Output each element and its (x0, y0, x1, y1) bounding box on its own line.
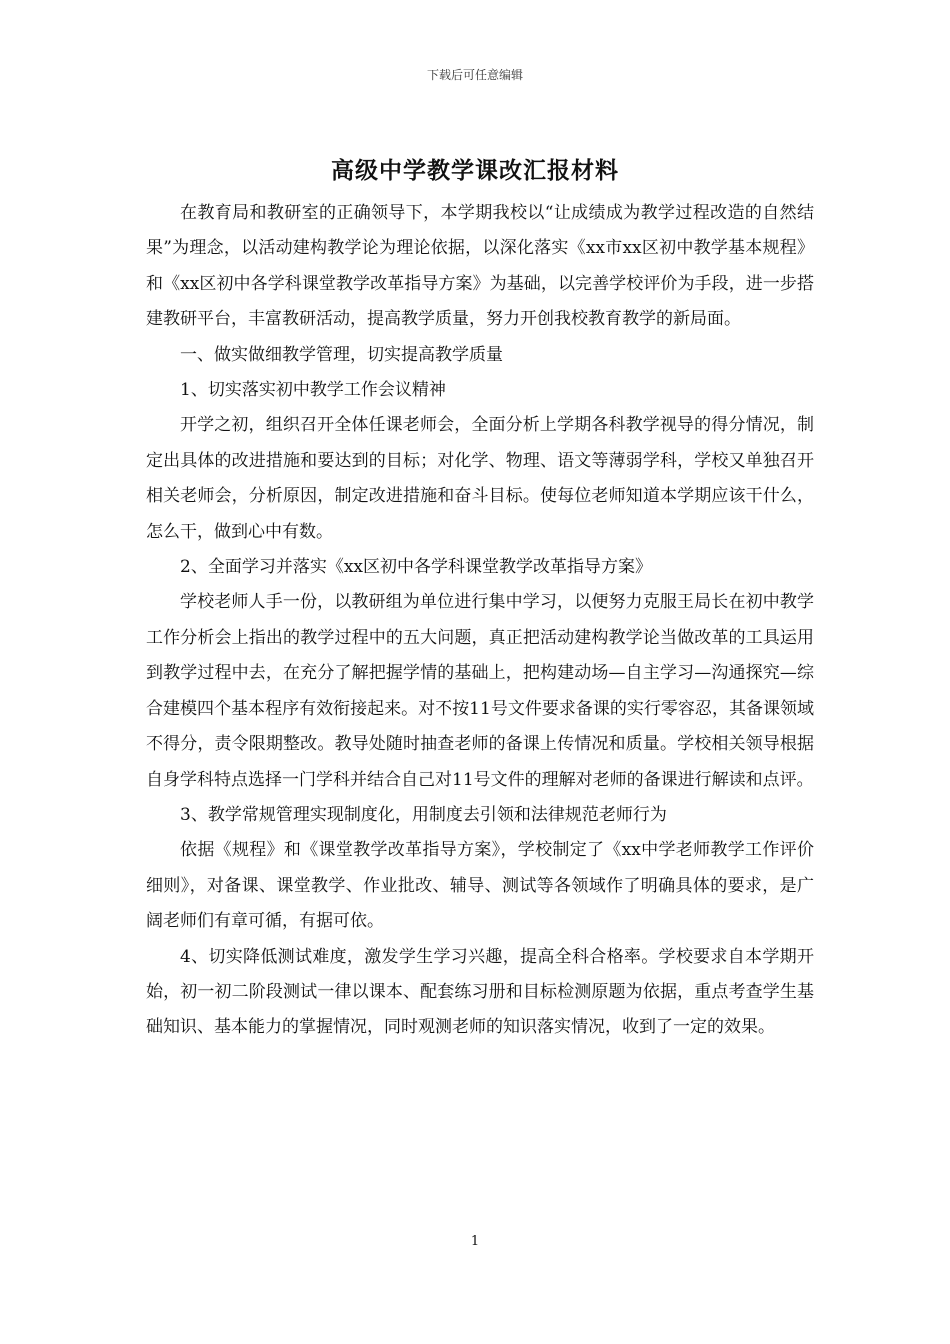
intro-paragraph: 在教育局和教研室的正确领导下，本学期我校以“让成绩成为教学过程改造的自然结果”为理念，以活动建构教学论为理论依据，以深化落实《xx市xx区初中教学基本规程》和《xx区初中各学科课堂教学改革指导方案》为基础，以完善学校评价为手段，进一步搭建教研平台，丰富教研活动，提高教学质量，努力开创我校教育教学的新局面。 (146, 203, 814, 330)
body-paragraph: 学校老师人手一份，以教研组为单位进行集中学习，以便努力克服王局长在初中教学工作分析会上指出的教学过程中的五大问题，真正把活动建构教学论当做改革的工具运用到教学过程中去，在充分了解把握学情的基础上，把构建动场—自主学习—沟通探究—综合建模四个基本程序有效衔接起来。对不按11号文件要求备课的实行零容忍，其备课领域不得分，责令限期整改。教导处随时抽查老师的备课上传情况和质量。学校相关领导根据自身学科特点选择一门学科并结合自己对11号文件的理解对老师的备课进行解读和点评。 (146, 592, 814, 790)
page-number: 1 (470, 1234, 480, 1249)
section-heading-1: 一、做实做细教学管理，切实提高教学质量 (180, 344, 503, 365)
subsection-heading-1: 1、切实落实初中教学工作会议精神 (180, 380, 446, 401)
subsection-heading-3: 3、教学常规管理实现制度化，用制度去引领和法律规范老师行为 (180, 804, 667, 825)
subsection-heading-2: 2、全面学习并落实《xx区初中各学科课堂教学改革指导方案》 (180, 557, 652, 578)
document-title: 高级中学教学课改汇报材料 (331, 158, 619, 184)
body-paragraph: 4、切实降低测试难度，激发学生学习兴趣，提高全科合格率。学校要求自本学期开始，初一初二阶段测试一律以课本、配套练习册和目标检测原题为依据，重点考查学生基础知识、基本能力的掌握情况，同时观测老师的知识落实情况，收到了一定的效果。 (146, 946, 814, 1038)
body-paragraph: 依据《规程》和《课堂教学改革指导方案》，学校制定了《xx中学老师教学工作评价细则》，对备课、课堂教学、作业批改、辅导、测试等各领域作了明确具体的要求，是广阔老师们有章可循，有据可依。 (146, 840, 814, 932)
page-header-note: 下载后可任意编辑 (426, 68, 523, 82)
document-body (146, 196, 814, 1046)
body-paragraph: 开学之初，组织召开全体任课老师会，全面分析上学期各科教学视导的得分情况，制定出具体的改进措施和要达到的目标；对化学、物理、语文等薄弱学科，学校又单独召开相关老师会，分析原因，制定改进措施和奋斗目标。使每位老师知道本学期应该干什么，怎么干，做到心中有数。 (146, 415, 814, 542)
